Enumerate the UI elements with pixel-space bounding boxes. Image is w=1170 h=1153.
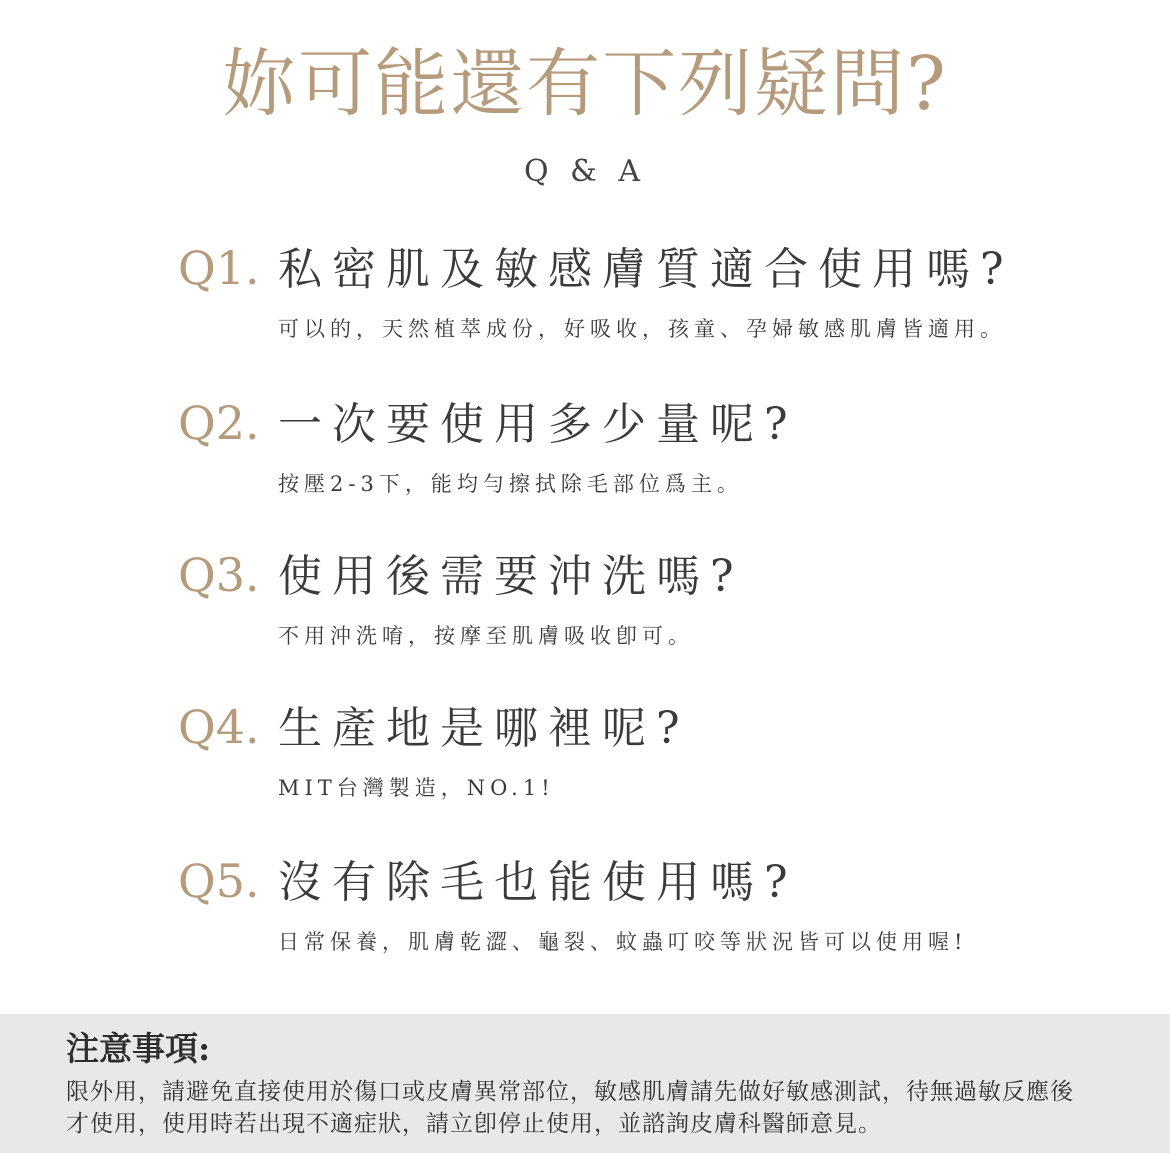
qa-item-4 xyxy=(178,697,1138,803)
answer-text: MIT台灣製造，NO.1! xyxy=(278,776,555,800)
question-line xyxy=(178,545,1138,605)
question-line xyxy=(178,697,1138,757)
notice-body xyxy=(66,1076,1126,1140)
question-number: Q2. xyxy=(178,396,260,450)
question-number: Q5. xyxy=(178,854,260,908)
question-line xyxy=(178,851,1138,911)
answer-text: 按壓2-3下，能均勻擦拭除毛部位爲主。 xyxy=(278,472,743,496)
question-text: 私密肌及敏感膚質適合使用嗎? xyxy=(278,244,1014,295)
question-text: 生產地是哪裡呢? xyxy=(278,703,690,754)
question-text: 一次要使用多少量呢? xyxy=(278,399,798,450)
qa-item-5 xyxy=(178,851,1138,957)
question-number: Q1. xyxy=(178,241,260,295)
question-text: 沒有除毛也能使用嗎? xyxy=(278,857,798,908)
answer-text: 日常保養，肌膚乾澀、龜裂、蚊蟲叮咬等狀況皆可以使用喔! xyxy=(278,930,968,954)
notice-line-2: 才使用，使用時若出現不適症狀，請立卽停止使用，並諮詢皮膚科醫師意見。 xyxy=(66,1111,882,1137)
page-subtitle: Q & A xyxy=(523,154,647,189)
notice-line-1: 限外用，請避免直接使用於傷口或皮膚異常部位，敏感肌膚請先做好敏感測試，待無過敏反應後 xyxy=(66,1079,1074,1105)
notice-title: 注意事項: xyxy=(66,1029,211,1068)
answer-text: 不用沖洗唷，按摩至肌膚吸收卽可。 xyxy=(278,624,694,648)
question-number: Q3. xyxy=(178,548,260,602)
notice-panel xyxy=(0,1014,1170,1153)
qa-item-3 xyxy=(178,545,1138,651)
question-text: 使用後需要沖洗嗎? xyxy=(278,551,744,602)
qa-item-2 xyxy=(178,393,1138,499)
qa-item-1 xyxy=(178,238,1138,344)
page-title: 妳可能還有下列疑問? xyxy=(222,41,948,127)
question-line xyxy=(178,238,1138,298)
question-line xyxy=(178,393,1138,453)
answer-text: 可以的，天然植萃成份，好吸收，孩童、孕婦敏感肌膚皆適用。 xyxy=(278,317,1006,341)
question-number: Q4. xyxy=(178,700,260,754)
